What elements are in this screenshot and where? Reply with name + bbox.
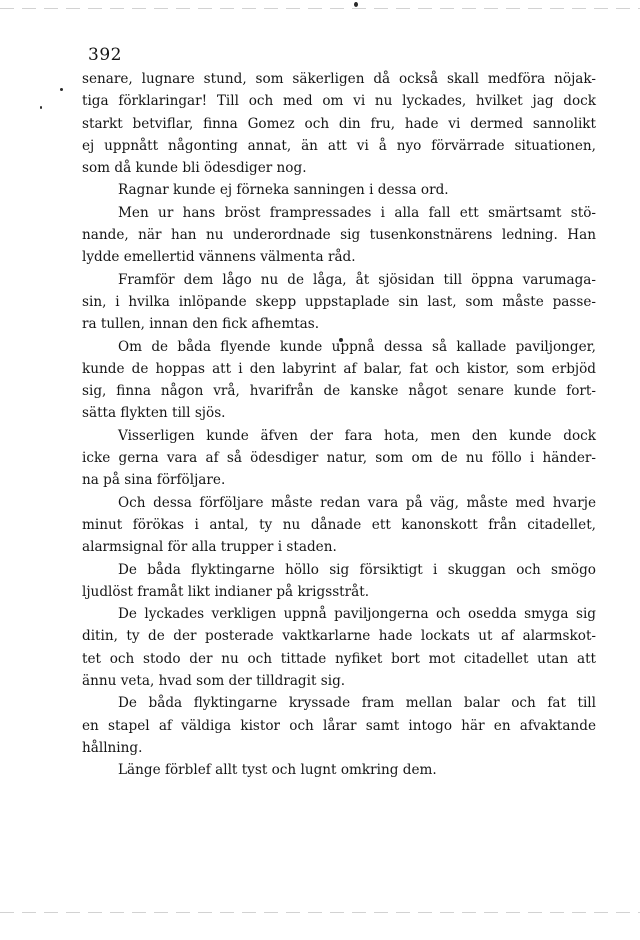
paragraph (82, 269, 596, 336)
text-line: Visserligen kunde äfven der fara hota, men den kunde dock (118, 427, 596, 444)
text-line: De båda flyktingarne höllo sig försiktigt i skuggan och smögo (118, 561, 596, 578)
text-line: ljudlöst framåt likt indianer på krigsstråt. (82, 583, 370, 600)
ink-speck (60, 88, 63, 91)
bottom-scan-edge (0, 912, 640, 913)
text-line: kunde de hoppas att i den labyrint af balar, fat och kistor, som erbjöd (82, 360, 596, 377)
text-line: Ragnar kunde ej förneka sanningen i dessa ord. (118, 182, 449, 199)
paragraph (82, 492, 596, 559)
text-line: ra tullen, innan den fick afhemtas. (82, 316, 320, 333)
paragraph (82, 692, 596, 759)
paragraph (82, 425, 596, 492)
text-line: Länge förblef allt tyst och lugnt omkring dem. (118, 762, 437, 779)
ink-speck (354, 2, 358, 7)
text-line: sätta flykten till sjös. (82, 405, 226, 422)
paragraph (82, 759, 596, 781)
text-line: ej uppnått någonting annat, än att vi å nyo förvärrade situationen, (82, 137, 596, 154)
paragraph (82, 202, 596, 269)
text-line: tet och stodo der nu och tittade nyfiket bort mot citadellet utan att (82, 650, 596, 667)
text-line: De lyckades verkligen uppnå paviljongerna och osedda smyga sig (118, 606, 596, 623)
text-line: sig, finna någon vrå, hvarifrån de kanske något senare kunde fort- (82, 383, 596, 400)
text-line: lydde emellertid vännens välmenta råd. (82, 249, 356, 266)
text-line: Men ur hans bröst frampressades i alla fall ett smärtsamt stö- (118, 204, 596, 221)
ink-speck (40, 106, 42, 109)
text-line: nande, när han nu underordnade sig tusenkonstnärens ledning. Han (82, 227, 596, 244)
text-line: senare, lugnare stund, som säkerligen då också skall medföra nöjak- (82, 71, 596, 87)
text-line: De båda flyktingarne kryssade fram mellan balar och fat till (118, 695, 596, 712)
text-line: alarmsignal för alla trupper i staden. (82, 539, 337, 556)
paragraph (82, 336, 596, 425)
text-line: Om de båda flyende kunde uppnå dessa så kallade paviljonger, (118, 338, 596, 355)
text-line: na på sina förföljare. (82, 472, 226, 489)
text-line: icke gerna vara af så ödesdiger natur, som om de nu föllo i händer- (82, 450, 596, 467)
text-line: tiga förklaringar! Till och med om vi nu lyckades, hvilket jag dock (82, 93, 596, 110)
text-line: sin, i hvilka inlöpande skepp uppstaplade sin last, som måste passe- (82, 293, 596, 310)
text-line: Och dessa förföljare måste redan vara på väg, måste med hvarje (118, 494, 596, 511)
text-line: minut förökas i antal, ty nu dånade ett kanonskott från citadellet, (82, 516, 596, 533)
paragraph (82, 559, 596, 604)
body-text (82, 68, 596, 782)
text-line: starkt betviflar, finna Gomez och din fru, hade vi dermed sannolikt (82, 115, 596, 132)
text-line: ditin, ty de der posterade vaktkarlarne hade lockats ut af alarmskot- (82, 628, 596, 645)
text-line: Framför dem lågo nu de låga, åt sjösidan till öppna varumaga- (118, 271, 596, 288)
text-line: som då kunde bli ödesdiger nog. (82, 160, 307, 177)
paragraph (82, 603, 596, 692)
paragraph (82, 179, 596, 201)
text-line: ännu veta, hvad som der tilldragit sig. (82, 673, 346, 690)
page-number: 392 (88, 45, 122, 65)
top-scan-edge (0, 8, 640, 9)
text-line: hållning. (82, 739, 143, 756)
paragraph (82, 68, 596, 179)
text-line: en stapel af väldiga kistor och lårar samt intogo här en afvaktande (82, 717, 596, 734)
